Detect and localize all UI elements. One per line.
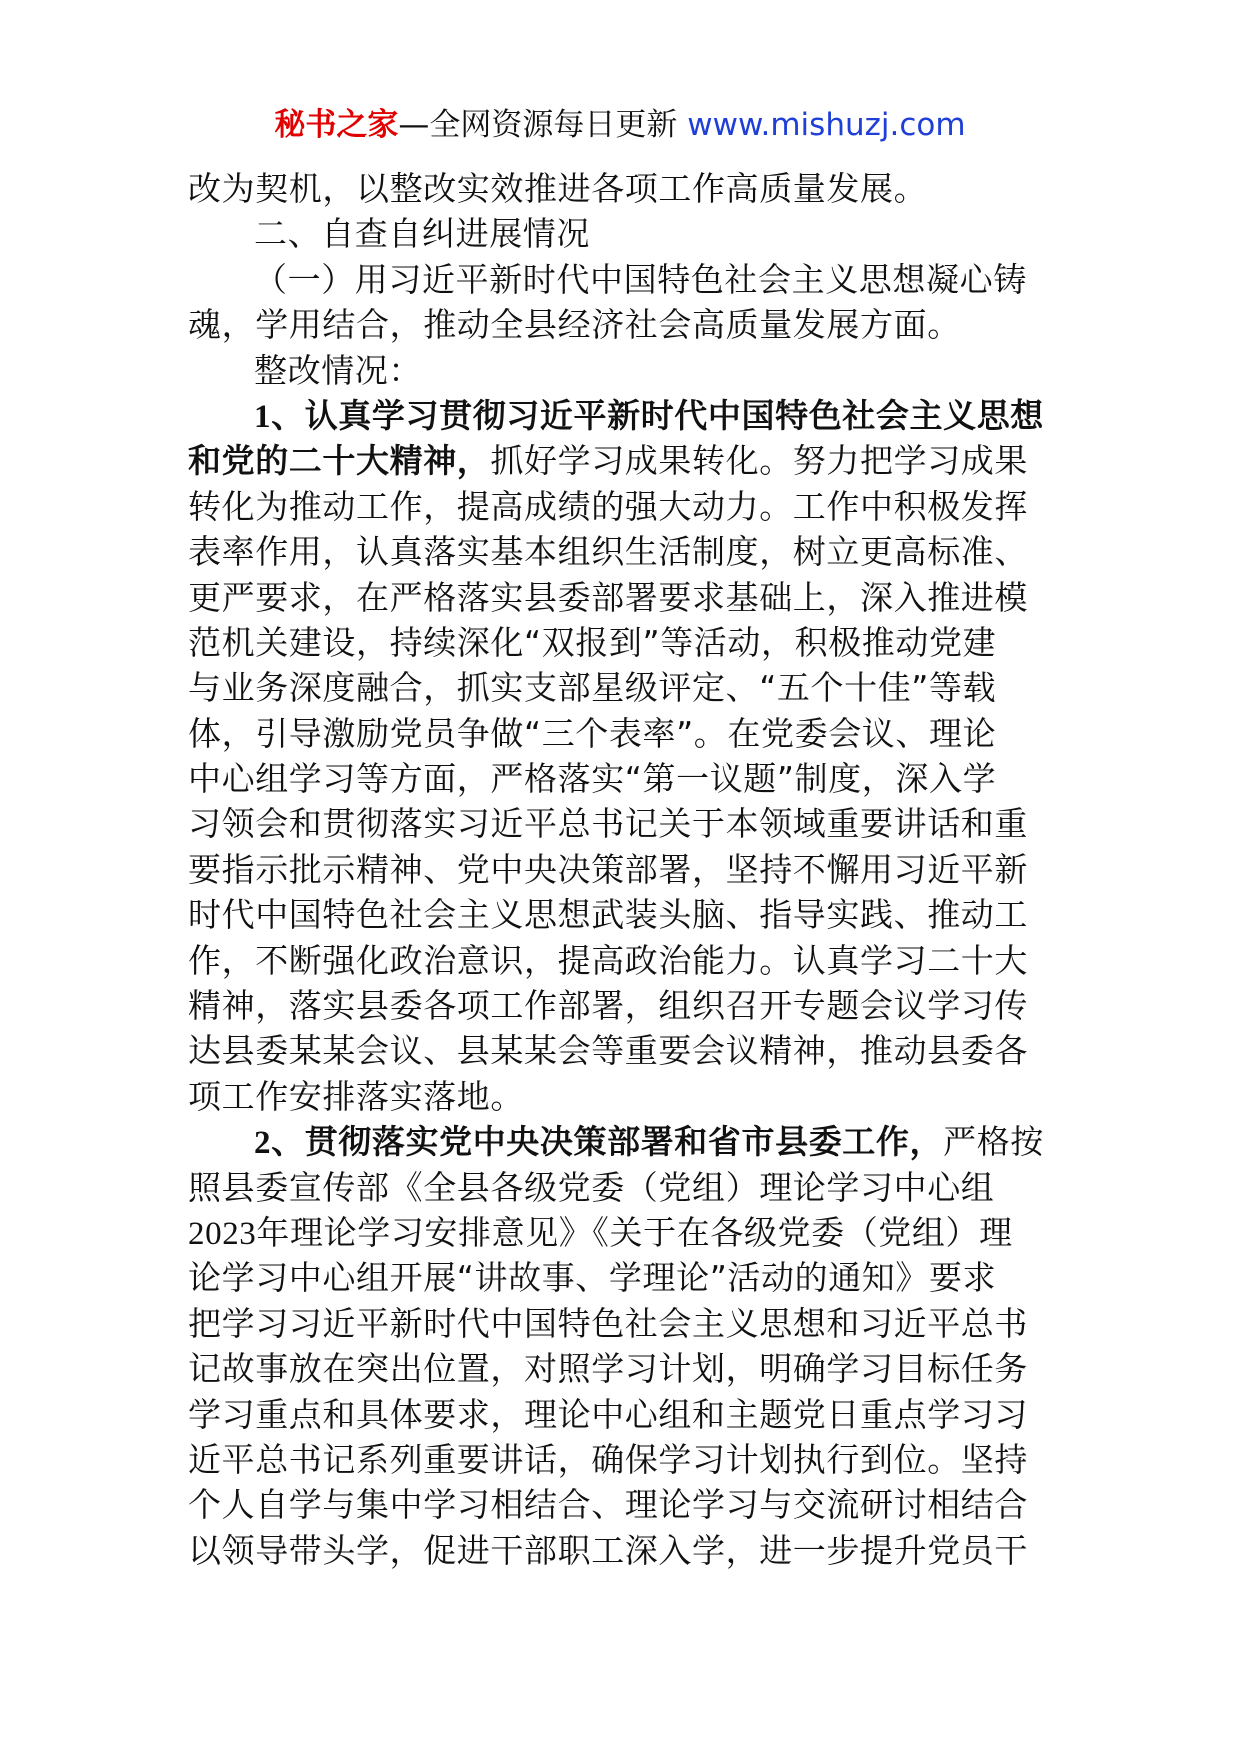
section-heading: 二、自查自纠进展情况 <box>254 214 590 254</box>
item1-text-line: 与业务深度融合，抓实支部星级评定、“五个十佳”等载 <box>188 668 997 708</box>
item1-title-part2: 和党的二十大精神， <box>188 441 491 481</box>
item1-title-line <box>188 393 1058 438</box>
item1-text-line: 达县委某某会议、县某某会等重要会议精神，推动县委各 <box>188 1031 1028 1071</box>
item1-number: 1 <box>254 398 272 435</box>
watermark-header <box>0 100 1240 150</box>
item1-text-line: 项工作安排落实落地。 <box>188 1076 524 1116</box>
item2-title-line <box>188 1119 1058 1164</box>
item2-text-line: 以领导带头学，促进干部职工深入学，进一步提升党员干 <box>188 1530 1028 1570</box>
header-tagline: —全网资源每日更新 <box>398 107 678 143</box>
item2-line-3-rest: 年理论学习安排意见》《关于在各级党委（党组）理 <box>256 1212 1013 1252</box>
item2-line-1-rest: 严格按 <box>943 1122 1044 1162</box>
item2-text-line-year <box>188 1210 1058 1255</box>
item2-title: 、贯彻落实党中央决策部署和省市县委工作， <box>271 1122 944 1162</box>
document-body <box>188 166 1058 1573</box>
item1-line-2 <box>188 438 1058 483</box>
brand-name: 秘书之家 <box>274 107 399 143</box>
item2-text-line: 论学习中心组开展“讲故事、学理论”活动的通知》要求 <box>188 1258 997 1298</box>
item1-text-line: 更严要求，在严格落实县委部署要求基础上，深入推进模 <box>188 577 1028 617</box>
subsection-heading-line-2: 魂，学用结合，推动全县经济社会高质量发展方面。 <box>188 305 961 345</box>
item2-text-line: 记故事放在突出位置，对照学习计划，明确学习目标任务 <box>188 1349 1028 1389</box>
item1-text-line: 要指示批示精神、党中央决策部署，坚持不懈用习近平新 <box>188 849 1028 889</box>
item1-title-part1: 、认真学习贯彻习近平新时代中国特色社会主义思想 <box>271 395 1044 435</box>
subsection-heading-line-1: （一）用习近平新时代中国特色社会主义思想凝心铸 <box>254 259 1027 299</box>
rectification-label: 整改情况： <box>254 350 422 390</box>
item1-text-line: 范机关建设，持续深化“双报到”等活动，积极推动党建 <box>188 622 997 662</box>
item1-line-2-rest: 抓好学习成果转化。努力把学习成果 <box>490 441 1029 481</box>
item1-text-line: 体，引导激励党员争做“三个表率”。在党委会议、理论 <box>188 713 997 753</box>
text-line: 改为契机，以整改实效推进各项工作高质量发展。 <box>188 169 928 208</box>
item2-text-line: 个人自学与集中学习相结合、理论学习与交流研讨相结合 <box>188 1485 1028 1525</box>
item1-text-line: 习领会和贯彻落实习近平总书记关于本领域重要讲话和重 <box>188 804 1028 844</box>
item2-year: 2023 <box>188 1215 257 1252</box>
item1-text-line: 作，不断强化政治意识，提高政治能力。认真学习二十大 <box>188 940 1028 980</box>
item1-text-line: 时代中国特色社会主义思想武装头脑、指导实践、推动工 <box>188 895 1028 935</box>
website-url[interactable]: www.mishuzj.com <box>687 107 966 143</box>
item2-text-line: 把学习习近平新时代中国特色社会主义思想和习近平总书 <box>188 1303 1028 1343</box>
item1-text-line: 中心组学习等方面，严格落实“第一议题”制度，深入学 <box>188 759 997 799</box>
item2-text-line: 照县委宣传部《全县各级党委（党组）理论学习中心组 <box>188 1167 995 1207</box>
item2-text-line: 学习重点和具体要求，理论中心组和主题党日重点学习习 <box>188 1394 1028 1434</box>
item1-text-line: 转化为推动工作，提高成绩的强大动力。工作中积极发挥 <box>188 486 1028 526</box>
item2-number: 2 <box>254 1125 272 1162</box>
item2-text-line: 近平总书记系列重要讲话，确保学习计划执行到位。坚持 <box>188 1439 1028 1479</box>
item1-text-line: 精神，落实县委各项工作部署，组织召开专题会议学习传 <box>188 986 1028 1026</box>
item1-text-line: 表率作用，认真落实基本组织生活制度，树立更高标准、 <box>188 532 1028 572</box>
